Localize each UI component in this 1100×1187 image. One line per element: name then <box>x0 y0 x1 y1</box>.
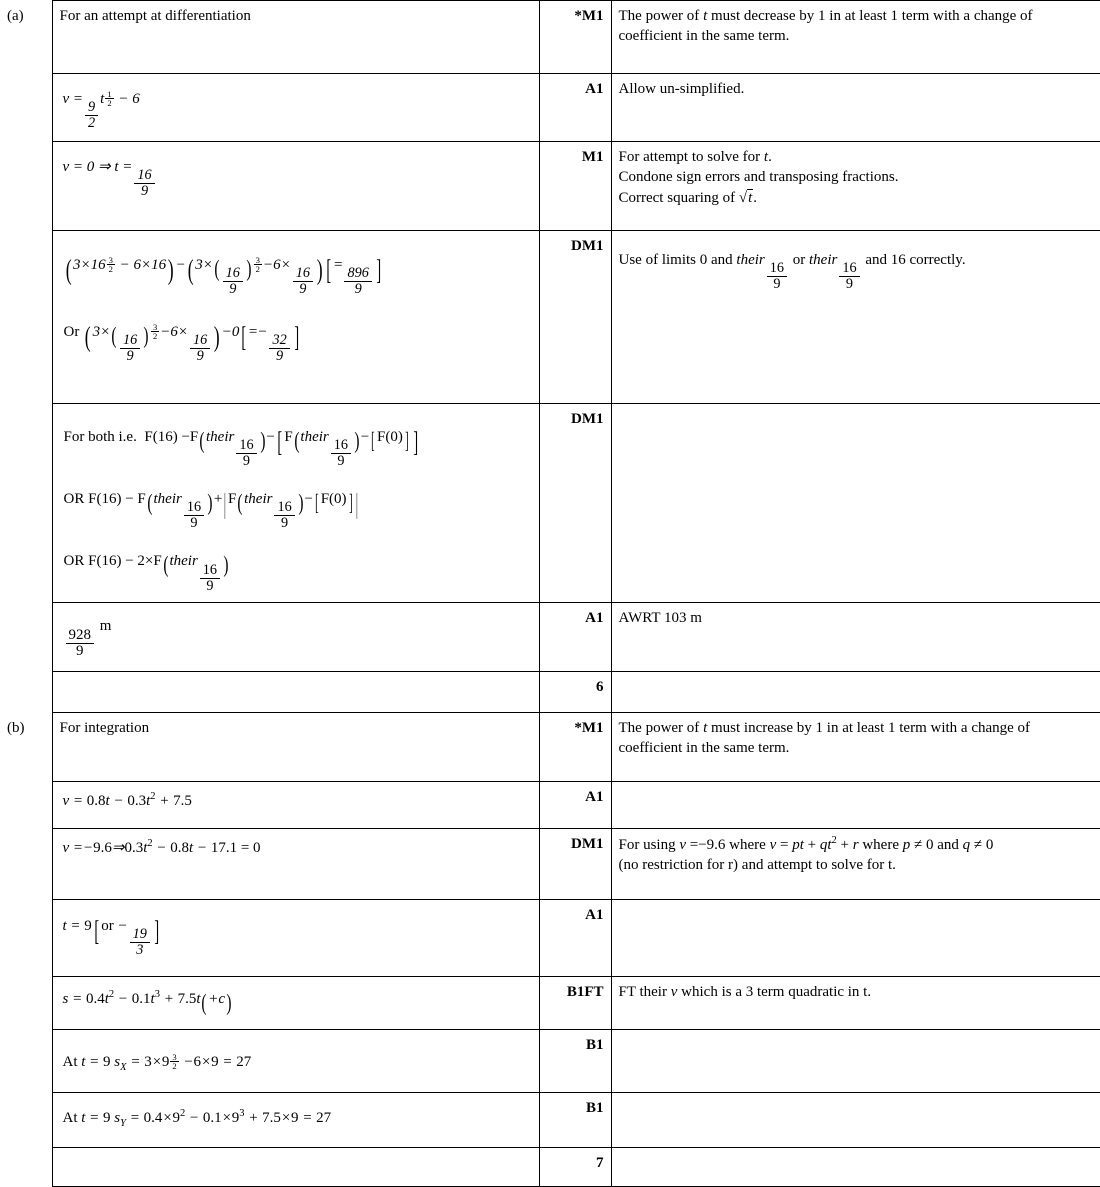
mark-cell: M1 <box>539 142 611 231</box>
working-cell <box>52 142 539 231</box>
notes-cell <box>611 782 1100 829</box>
table-row <box>0 74 1100 142</box>
mark-cell: DM1 <box>539 829 611 900</box>
working-text: For integration <box>59 720 150 736</box>
equation-solve-t: v = 0 ⇒ t = $\frac{16}{9}$ <box>60 147 532 199</box>
part-label-blank <box>0 977 52 1030</box>
mark-cell: DM1 <box>539 404 611 603</box>
table-row <box>0 1 1100 74</box>
table-row <box>0 231 1100 404</box>
mark-cell: A1 <box>539 74 611 142</box>
notes-cell: AWRT 103 m <box>611 603 1100 672</box>
working-cell <box>52 1093 539 1148</box>
equation-answer: $\frac{928}{9}$ m <box>60 608 532 660</box>
notes-text: Use of limits 0 and their $\frac{16}{9}$ or their $\frac{16}{9}$ and 16 correctly. <box>618 252 966 293</box>
working-cell <box>52 672 539 713</box>
part-label-blank <box>0 672 52 713</box>
table-row <box>0 1093 1100 1148</box>
mark-cell: A1 <box>539 782 611 829</box>
part-label-blank <box>0 900 52 977</box>
part-label-blank <box>0 1148 52 1187</box>
total-mark-b: 7 <box>539 1148 611 1187</box>
notes-cell: Allow un-simplified. <box>611 74 1100 142</box>
equation-sx-at-9: At t = 9 $s_X = 3\times 9$ $^{\frac{3}{2}}$ −6×9 = 27 <box>62 1051 252 1073</box>
notes-line-2: (no restriction for r) and attempt to solve for t. <box>618 857 896 874</box>
table-row <box>0 142 1100 231</box>
mark-cell: B1FT <box>539 977 611 1030</box>
notes-cell <box>611 900 1100 977</box>
part-label-b: (b) <box>7 719 25 736</box>
part-label-blank <box>0 829 52 900</box>
table-row <box>0 829 1100 900</box>
table-row <box>0 404 1100 603</box>
working-cell <box>52 782 539 829</box>
equation-v-expression: $v = 0.8t - 0.3t^2 + 7.5$ <box>62 791 192 809</box>
table-row <box>0 1030 1100 1093</box>
notes-line-2: Condone sign errors and transposing fractions. <box>618 169 899 186</box>
mark-cell: *M1 <box>539 713 611 782</box>
mark-cell: DM1 <box>539 231 611 404</box>
equation-limits-2: Or ( 3×( $\frac{16}{9}$ ) $^{\frac{3}{2}}$ −6× $\frac{16}{9}$ ) −0[ =− $\frac{32}{9}$ ] <box>63 321 299 365</box>
table-row <box>0 603 1100 672</box>
table-row <box>0 782 1100 829</box>
equation-fboth-1: For both i.e. F(16) −F(their $\frac{16}{9}$ )−[ F(their $\frac{16}{9}$ )−[ F(0)] ] <box>63 426 418 470</box>
working-cell <box>52 713 539 782</box>
part-label-blank <box>0 603 52 672</box>
notes-cell <box>611 404 1100 603</box>
notes-line-1: For attempt to solve for t. <box>618 149 772 165</box>
notes-cell <box>611 142 1100 231</box>
notes-line-3: Correct squaring of √t. <box>618 189 758 206</box>
working-cell <box>52 977 539 1030</box>
equation-sy-at-9: At t = 9 $s_Y = 0.4\times 9^2 - 0.1\times 9^3 + 7.5\times 9 = 27$ <box>62 1108 332 1129</box>
part-label-blank <box>0 74 52 142</box>
notes-cell <box>611 1030 1100 1093</box>
part-label-a: (a) <box>7 7 24 24</box>
notes-cell <box>611 672 1100 713</box>
working-cell <box>52 74 539 142</box>
part-label-blank <box>0 404 52 603</box>
equation-fboth-3: OR F(16) − 2×F(their $\frac{16}{9}$ ) <box>63 551 229 594</box>
part-label-blank <box>0 142 52 231</box>
mark-cell: B1 <box>539 1030 611 1093</box>
equation-limits-1: ( 3×16 $^{\frac{3}{2}}$ − 6×16) −( 3×( $\frac{16}{9}$ ) $^{\frac{3}{2}}$ −6× $\frac{16}{9}$ ) [ = $\frac{896}{9}$ ] <box>65 254 381 298</box>
working-text: For an attempt at differentiation <box>59 8 251 24</box>
working-cell <box>52 603 539 672</box>
notes-cell <box>611 231 1100 404</box>
notes-cell <box>611 1148 1100 1187</box>
working-cell <box>52 900 539 977</box>
working-cell <box>52 1030 539 1093</box>
equation-quadratic: $v =-9.6\Rightarrow 0.3t^2 - 0.8t - 17.1 = 0$ <box>62 838 261 856</box>
working-cell <box>52 829 539 900</box>
notes-line-1: For using v =−9.6 where v = pt + $qt^2 + r$ where p ≠ 0 and q ≠ 0 <box>618 835 994 853</box>
notes-cell <box>611 1093 1100 1148</box>
table-row <box>0 900 1100 977</box>
notes-cell <box>611 829 1100 900</box>
mark-cell: *M1 <box>539 1 611 74</box>
working-cell <box>52 1148 539 1187</box>
mark-cell: A1 <box>539 603 611 672</box>
part-label-blank <box>0 1030 52 1093</box>
notes-text: FT their v which is a 3 term quadratic in t. <box>618 984 872 1000</box>
notes-cell <box>611 713 1100 782</box>
notes-cell <box>611 977 1100 1030</box>
working-cell <box>52 231 539 404</box>
part-label-blank <box>0 231 52 404</box>
working-cell <box>52 1 539 74</box>
part-label-blank <box>0 1093 52 1148</box>
table-row <box>0 977 1100 1030</box>
mark-cell: A1 <box>539 900 611 977</box>
notes-text: The power of t must increase by 1 in at least 1 term with a change of coefficient in the same term. <box>618 720 1031 757</box>
part-label-blank <box>0 782 52 829</box>
table-row-total <box>0 1148 1100 1187</box>
equation-v-derivative: v = $\frac{9}{2}$ t $^{\frac{1}{2}}$ − 6 <box>62 88 140 132</box>
working-cell <box>52 404 539 603</box>
mark-cell: B1 <box>539 1093 611 1148</box>
equation-s-expression: $s = 0.4t^2 - 0.1t^3 + 7.5t(+c)$ <box>62 989 232 1016</box>
notes-text: The power of t must decrease by 1 in at least 1 term with a change of coefficient in the same term. <box>618 8 1033 45</box>
table-row-total <box>0 672 1100 713</box>
equation-t-value: t = 9[ or − $\frac{19}{3}$ ] <box>62 915 160 959</box>
equation-fboth-2: OR F(16) − F(their $\frac{16}{9}$ )+| F(their $\frac{16}{9}$ )−[ F(0)] | <box>63 489 359 532</box>
notes-cell <box>611 1 1100 74</box>
total-mark-a: 6 <box>539 672 611 713</box>
table-row <box>0 713 1100 782</box>
